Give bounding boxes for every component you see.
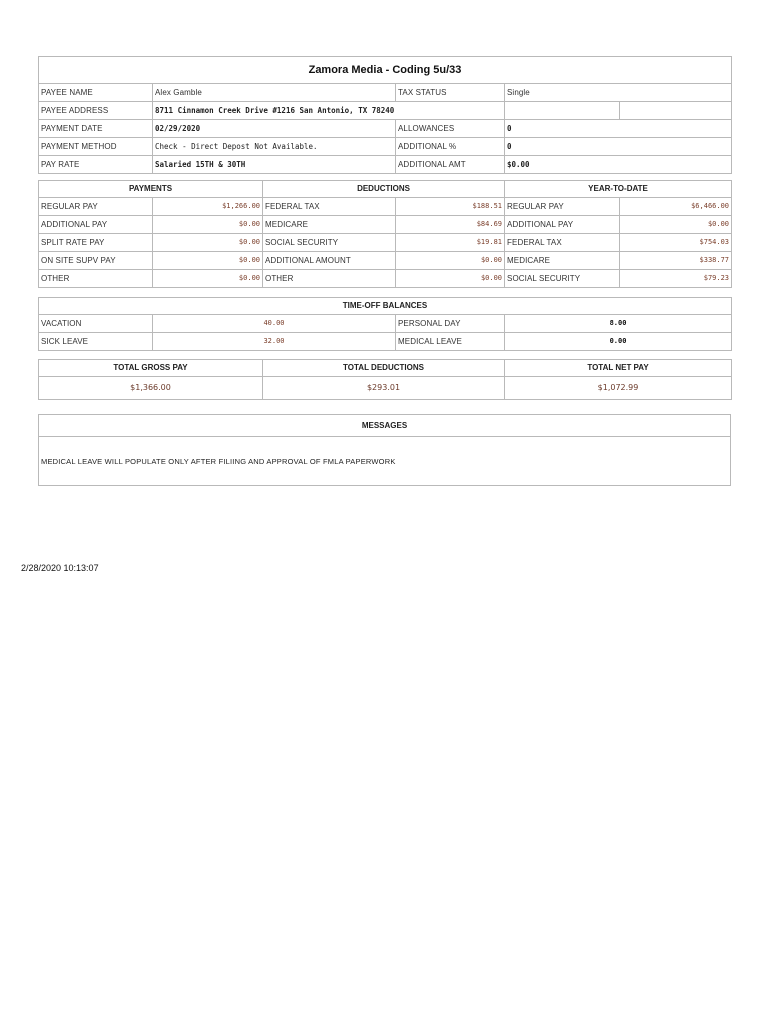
time-off-header: TIME-OFF BALANCES	[39, 298, 732, 315]
ytd-amount: $338.77	[620, 252, 732, 270]
payee-name-label: PAYEE NAME	[39, 84, 153, 102]
medical-leave-label: MEDICAL LEAVE	[396, 333, 505, 351]
tax-status-value: Single	[505, 84, 732, 102]
table-row	[39, 270, 732, 288]
sick-leave-label: SICK LEAVE	[39, 333, 153, 351]
allowances-label: ALLOWANCES	[396, 120, 505, 138]
additional-pct-value: 0	[505, 138, 732, 156]
vacation-value: 40.00	[153, 315, 396, 333]
payment-label: SPLIT RATE PAY	[39, 234, 153, 252]
total-gross-value: $1,366.00	[39, 377, 263, 400]
ytd-amount: $754.03	[620, 234, 732, 252]
vacation-label: VACATION	[39, 315, 153, 333]
ytd-label: ADDITIONAL PAY	[505, 216, 620, 234]
payments-header: PAYMENTS	[39, 181, 263, 198]
payment-date-label: PAYMENT DATE	[39, 120, 153, 138]
sick-leave-value: 32.00	[153, 333, 396, 351]
ytd-label: SOCIAL SECURITY	[505, 270, 620, 288]
payee-address-label: PAYEE ADDRESS	[39, 102, 153, 120]
additional-amt-value: $0.00	[505, 156, 732, 174]
table-row	[39, 234, 732, 252]
tax-status-label: TAX STATUS	[396, 84, 505, 102]
ytd-amount: $79.23	[620, 270, 732, 288]
ytd-label: MEDICARE	[505, 252, 620, 270]
payment-amount: $0.00	[153, 216, 263, 234]
ytd-label: REGULAR PAY	[505, 198, 620, 216]
summary-table	[38, 180, 732, 288]
payment-label: ON SITE SUPV PAY	[39, 252, 153, 270]
payment-label: OTHER	[39, 270, 153, 288]
deduction-label: FEDERAL TAX	[263, 198, 396, 216]
empty-cell	[620, 102, 732, 120]
deduction-label: SOCIAL SECURITY	[263, 234, 396, 252]
total-deductions-value: $293.01	[263, 377, 505, 400]
payment-label: ADDITIONAL PAY	[39, 216, 153, 234]
table-row	[39, 216, 732, 234]
ytd-amount: $0.00	[620, 216, 732, 234]
messages-table	[38, 414, 731, 486]
ytd-label: FEDERAL TAX	[505, 234, 620, 252]
total-net-label: TOTAL NET PAY	[505, 360, 732, 377]
total-deductions-label: TOTAL DEDUCTIONS	[263, 360, 505, 377]
medical-leave-value: 0.00	[505, 333, 732, 351]
personal-day-value: 8.00	[505, 315, 732, 333]
total-net-value: $1,072.99	[505, 377, 732, 400]
payee-name-value: Alex Gamble	[153, 84, 396, 102]
payee-info-table	[38, 56, 732, 174]
payment-amount: $1,266.00	[153, 198, 263, 216]
deduction-amount: $84.69	[396, 216, 505, 234]
pay-rate-label: PAY RATE	[39, 156, 153, 174]
time-off-table	[38, 297, 732, 351]
payment-amount: $0.00	[153, 270, 263, 288]
document-title: Zamora Media - Coding 5u/33	[39, 57, 732, 84]
additional-amt-label: ADDITIONAL AMT	[396, 156, 505, 174]
print-timestamp: 2/28/2020 10:13:07	[21, 563, 99, 573]
table-row	[39, 252, 732, 270]
allowances-value: 0	[505, 120, 732, 138]
total-gross-label: TOTAL GROSS PAY	[39, 360, 263, 377]
payment-date-value: 02/29/2020	[153, 120, 396, 138]
payment-amount: $0.00	[153, 234, 263, 252]
payment-method-value: Check - Direct Depost Not Available.	[153, 138, 396, 156]
deductions-header: DEDUCTIONS	[263, 181, 505, 198]
deduction-label: OTHER	[263, 270, 396, 288]
deduction-amount: $188.51	[396, 198, 505, 216]
personal-day-label: PERSONAL DAY	[396, 315, 505, 333]
messages-header: MESSAGES	[39, 415, 731, 437]
deduction-label: ADDITIONAL AMOUNT	[263, 252, 396, 270]
additional-pct-label: ADDITIONAL %	[396, 138, 505, 156]
deduction-amount: $19.81	[396, 234, 505, 252]
payment-method-label: PAYMENT METHOD	[39, 138, 153, 156]
totals-table	[38, 359, 732, 400]
payee-address-value: 8711 Cinnamon Creek Drive #1216 San Antonio, TX 78240	[153, 102, 505, 120]
summary-rows	[39, 198, 732, 288]
ytd-header: YEAR-TO-DATE	[505, 181, 732, 198]
empty-cell	[505, 102, 620, 120]
deduction-amount: $0.00	[396, 270, 505, 288]
payment-label: REGULAR PAY	[39, 198, 153, 216]
messages-text: MEDICAL LEAVE WILL POPULATE ONLY AFTER FILIING AND APPROVAL OF FMLA PAPERWORK	[39, 437, 731, 486]
pay-rate-value: Salaried 15TH & 30TH	[153, 156, 396, 174]
ytd-amount: $6,466.00	[620, 198, 732, 216]
deduction-amount: $0.00	[396, 252, 505, 270]
deduction-label: MEDICARE	[263, 216, 396, 234]
table-row	[39, 198, 732, 216]
payment-amount: $0.00	[153, 252, 263, 270]
